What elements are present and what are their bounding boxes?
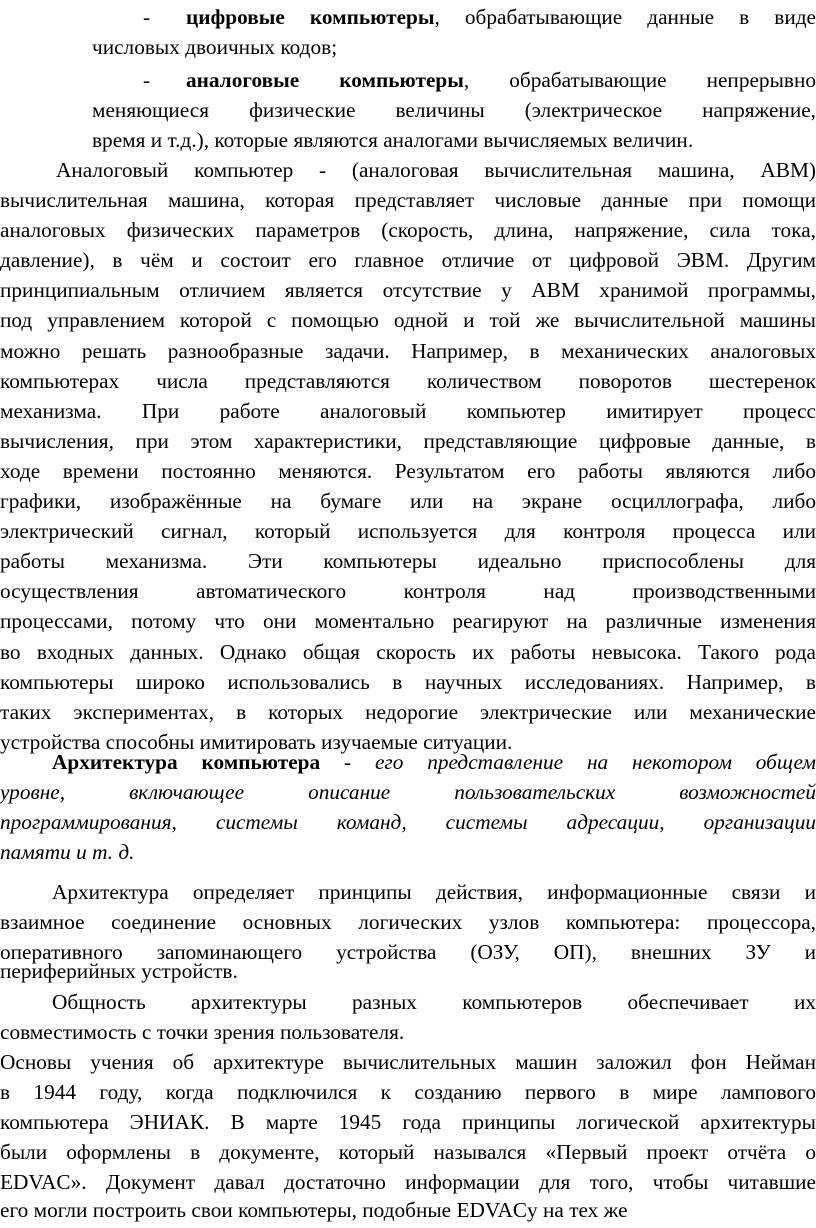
text-line: вычислительная машина, которая представляет числовые данные при помощи [0,188,816,212]
text-line: работы механизма. Эти компьютеры идеально приспособлены для [0,549,816,573]
text-line: осуществления автоматического контроля над производственными [0,579,816,603]
text-line: таких экспериментах, в которых недорогие электрические или механические [0,700,816,724]
text-line: EDVAC». Документ давал достаточно информации для того, чтобы читавшие [0,1170,816,1194]
text-line: компьютера ЭНИАК. В марте 1945 года принципы логической архитектуры [0,1110,816,1134]
text-line: аналоговых физических параметров (скорость, длина, напряжение, сила тока, [0,218,816,242]
bullet-line [186,2,816,32]
italic-line: уровне, включающее описание пользовательских возможностей [0,780,816,804]
bullet-dash: - [143,5,151,29]
text-line: принципиальным отличием является отсутствие у АВМ хранимой программы, [0,278,816,302]
text-line: во входных данных. Однако общая скорость их работы невысока. Такого рода [0,640,816,664]
bullet-dash: - [143,68,151,92]
text-run: , обрабатывающие непрерывно [463,68,816,92]
italic-line: памяти и т. д. [0,840,135,864]
text-run: , обрабатывающие данные в виде [434,5,816,29]
text-line: взаимное соединение основных логических узлов компьютера: процессора, [0,910,816,934]
text-line: числовых двоичных кодов; [92,35,338,59]
text-line: устройства способны имитировать изучаемые ситуации. [0,730,513,754]
text-line: оперативного запоминающего устройства (ОЗУ, ОП), внешних ЗУ и [0,940,816,964]
italic-line: программирования, системы команд, системы адресации, организации [0,810,816,834]
text-line: процессами, потому что они моментально реагируют на различные изменения [0,609,816,633]
text-line: Основы учения об архитектуре вычислительных машин заложил фон Нейман [0,1050,816,1074]
text-line: Общность архитектуры разных компьютеров обеспечивает их [52,990,816,1014]
italic-text: его представление на некотором общем [374,750,816,774]
bullet-line [186,65,816,95]
text-line: Аналоговый компьютер - (аналоговая вычислительная машина, АВМ) [56,158,816,182]
text-line: периферийных устройств. [0,959,238,983]
text-line: его могли построить свои компьютеры, подобные EDVACу на тех же [0,1198,628,1222]
text-line: были оформлены в документе, который назывался «Первый проект отчёта о [0,1140,816,1164]
text-line: давление), в чём и состоит его главное отличие от цифровой ЭВМ. Другим [0,248,816,272]
text-line: можно решать разнообразные задачи. Например, в механических аналоговых [0,339,816,363]
bold-term: аналоговые компьютеры [186,68,464,92]
text-line: ходе времени постоянно меняются. Результатом его работы являются либо [0,459,816,483]
text-line: графики, изображённые на бумаге или на экране осциллографа, либо [0,489,816,513]
text-line: меняющиеся физические величины (электрическое напряжение, [92,98,816,122]
bold-term: цифровые компьютеры [186,5,435,29]
text-line: совместимость с точки зрения пользователя. [0,1020,405,1044]
bold-term: Архитектура компьютера [52,750,321,774]
text-line: вычисления, при этом характеристики, представляющие цифровые данные, в [0,429,816,453]
text-line: механизма. При работе аналоговый компьютер имитирует процесс [0,399,816,423]
text-line: в 1944 году, когда подключился к созданию первого в мире лампового [0,1080,816,1104]
text-line: электрический сигнал, который используется для контроля процесса или [0,519,816,543]
text-line: компьютеры широко использовались в научных исследованиях. Например, в [0,670,816,694]
definition-line [52,747,816,777]
text-line: под управлением которой с помощью одной и той же вычислительной машины [0,308,816,332]
text-line: время и т.д.), которые являются аналогами вычисляемых величин. [92,128,694,152]
text-line: Архитектура определяет принципы действия, информационные связи и [52,880,816,904]
text-line: компьютерах числа представляются количеством поворотов шестеренок [0,369,816,393]
text-run: - [320,750,375,774]
